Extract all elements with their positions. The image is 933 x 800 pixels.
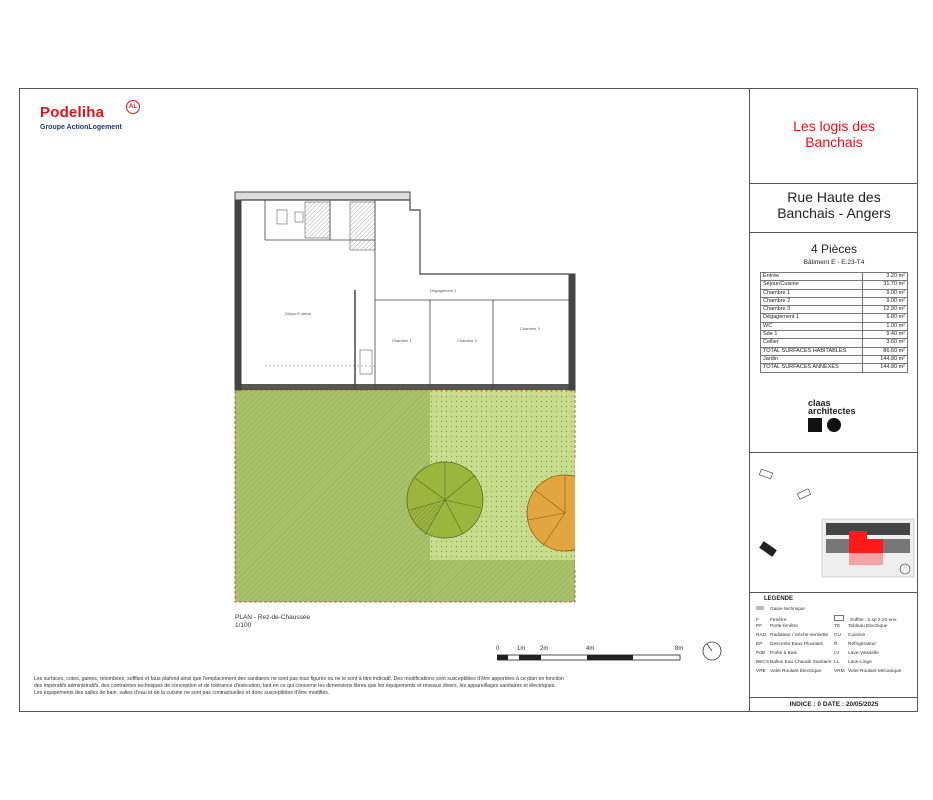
disclaimer-notes <box>34 676 734 697</box>
table-row <box>761 314 908 322</box>
brand-mark-icon: AL <box>126 100 140 114</box>
surface-label: TOTAL SURFACES HABITABLES <box>761 347 863 355</box>
project-address-text: Rue Haute des Banchais - Angers <box>777 189 891 221</box>
legend-code-2: LL <box>834 660 840 665</box>
surface-value: 9.00 m² <box>863 289 908 297</box>
room-label-bedroom-1: Chambre 1 <box>392 338 412 343</box>
surface-value: 9.00 m² <box>863 297 908 305</box>
surface-value: 31.70 m² <box>863 281 908 289</box>
legend-text-2: Réfrigérateur <box>848 642 876 647</box>
divider <box>750 232 918 233</box>
divider <box>750 592 918 593</box>
surface-label: Entrée <box>761 273 863 281</box>
scale-tick-4m: 4m <box>586 646 595 652</box>
table-row <box>761 297 908 305</box>
table-row <box>761 273 908 281</box>
legend-text: Radiateur / Sèche-serviette <box>770 633 829 638</box>
architect-line1: claas <box>808 398 831 408</box>
legend-text: Poêle à Bois <box>770 651 797 656</box>
legend-text-2: Soffite : h.sp 2.20 env. <box>850 618 898 623</box>
legend-code: EP <box>756 642 763 647</box>
legend-code: F <box>756 618 759 623</box>
surface-value: 12.90 m² <box>863 306 908 314</box>
legend-item <box>756 660 872 665</box>
legend-item <box>756 615 897 623</box>
surface-label: Chambre 3 <box>761 306 863 314</box>
legend-text: Gaine technique <box>770 607 805 612</box>
scale-tick-8m: 8m <box>675 646 684 652</box>
legend-text: Ballon Eau Chaude Sanitaire <box>770 660 832 665</box>
surface-label: Cellier <box>761 339 863 347</box>
room-label-hall: Dégagement 1 <box>430 288 457 293</box>
surface-label: Dégagement 1 <box>761 314 863 322</box>
surface-table <box>750 272 918 373</box>
legend-code: VRE <box>756 669 766 674</box>
project-title-text: Les logis des Banchais <box>793 118 875 150</box>
note-line: Les surfaces, cotes, gaines, retombées, soffites et faux-plafond ainsi que l'emplacement des sanitaires ne sont pas tous figurés ou ne le sont à titre indicatif. Des modifications sont susceptibles d'être apportées à ce plan en fonction <box>34 676 564 682</box>
legend-text-2: Lave-Linge <box>848 660 872 665</box>
unit-ref: Bâtiment E - E.23-T4 <box>803 259 865 266</box>
surface-label: Chambre 1 <box>761 289 863 297</box>
soffit-icon <box>834 615 844 621</box>
scale-bar <box>497 653 687 663</box>
surface-value: 3.60 m² <box>863 339 908 347</box>
project-address <box>750 189 918 221</box>
legend-item <box>756 624 887 629</box>
room-label-bedroom-2: Chambre 2 <box>457 338 477 343</box>
plan-title <box>235 614 310 630</box>
table-row <box>761 281 908 289</box>
legend-code: PF <box>756 624 763 629</box>
plan-scale: 1/100 <box>235 622 252 629</box>
scale-tick-2m: 2m <box>540 646 549 652</box>
surface-label: Sde 1 <box>761 331 863 339</box>
legend-text: Descente Eaux Pluviales <box>770 642 824 647</box>
table-row <box>761 364 908 372</box>
architect-mark-icon <box>808 418 842 434</box>
legend-item <box>756 606 805 612</box>
note-line: des impératifs administratifs, des contraintes techniques de conception et de tolérance d'exécution, tant en ce qui concerne les dimensions libres que les équipements et réseaux divers, les appareillages sanitaires et électriques. <box>34 683 556 689</box>
north-arrow-icon <box>701 640 723 662</box>
surface-label: WC <box>761 322 863 330</box>
project-title <box>750 118 918 150</box>
legend-text-2: Volet Roulant Mécanique <box>848 669 902 674</box>
index-date: INDICE : 0 DATE : 20/05/2025 <box>789 701 879 708</box>
legend-text-2: Lave-Vaisselle <box>848 651 879 656</box>
floor-plan <box>225 190 585 610</box>
unit-type: 4 Pièces <box>810 242 858 256</box>
legend-item <box>756 669 901 674</box>
legend-text: Porte-fenêtre <box>770 624 798 629</box>
surface-value: 144.80 m² <box>863 364 908 372</box>
legend-item <box>756 633 865 638</box>
room-label-bedroom-3: Chambre 3 <box>520 326 540 331</box>
surface-value: 9.40 m² <box>863 331 908 339</box>
divider <box>750 697 918 698</box>
legend-title: LEGENDE <box>764 596 794 602</box>
tree-icon <box>407 462 483 538</box>
surface-label: TOTAL SURFACES ANNEXES <box>761 364 863 372</box>
room-label-living: Séjour/Cuisine <box>285 311 312 316</box>
legend-code-2: TE <box>834 624 841 629</box>
surface-value: 6.80 m² <box>863 314 908 322</box>
apartment-plan <box>235 192 575 390</box>
divider <box>750 183 918 184</box>
legend-text: Volet Roulant Electrique <box>770 669 822 674</box>
legend-code: RAD. <box>756 633 768 638</box>
duct-icon <box>756 606 764 610</box>
table-row <box>761 339 908 347</box>
architect-line2: architectes <box>808 406 856 416</box>
architect-logo <box>808 399 868 435</box>
scale-tick-0: 0 <box>496 646 500 652</box>
podeliha-logo <box>40 104 137 131</box>
legend-code: PdB <box>756 651 766 656</box>
surface-value: 3.20 m² <box>863 273 908 281</box>
legend-item <box>756 642 876 647</box>
legend-code-2: R <box>834 642 838 647</box>
table-row <box>761 347 908 355</box>
surface-label: Jardin <box>761 355 863 363</box>
legend-code-2: CU <box>834 633 841 638</box>
brand-name: Podeliha <box>40 104 105 121</box>
note-line: Les équipements des salles de bain, salles d'eau et de la cuisine ne sont pas contractuelles et donc susceptibles d'être modifiés. <box>34 690 330 696</box>
surface-table-body <box>760 272 908 373</box>
legend-text-2: Tableau Electrique <box>848 624 888 629</box>
title-block <box>749 88 918 712</box>
surface-value: 1.00 m² <box>863 322 908 330</box>
table-row <box>761 289 908 297</box>
scale-tick-1m: 1m <box>517 646 526 652</box>
legend-code: BECS <box>756 660 770 665</box>
surface-value: 144.80 m² <box>863 355 908 363</box>
legend-item <box>756 651 879 656</box>
legend-text: Fenêtre <box>770 618 787 623</box>
legend-text-2: Cuisson <box>848 633 866 638</box>
table-row <box>761 331 908 339</box>
table-row <box>761 306 908 314</box>
table-row <box>761 322 908 330</box>
surface-label: Chambre 2 <box>761 297 863 305</box>
table-row <box>761 355 908 363</box>
surface-label: Séjour/Cuisine <box>761 281 863 289</box>
plan-title-text: PLAN - Rez-de-Chaussée <box>235 614 311 621</box>
brand-group: Groupe ActionLogement <box>40 124 122 131</box>
key-plan <box>750 453 918 593</box>
garden <box>235 390 575 602</box>
legend-code-2: VRM <box>834 669 845 674</box>
legend-code-2: LV <box>834 651 840 656</box>
surface-value: 86.60 m² <box>863 347 908 355</box>
